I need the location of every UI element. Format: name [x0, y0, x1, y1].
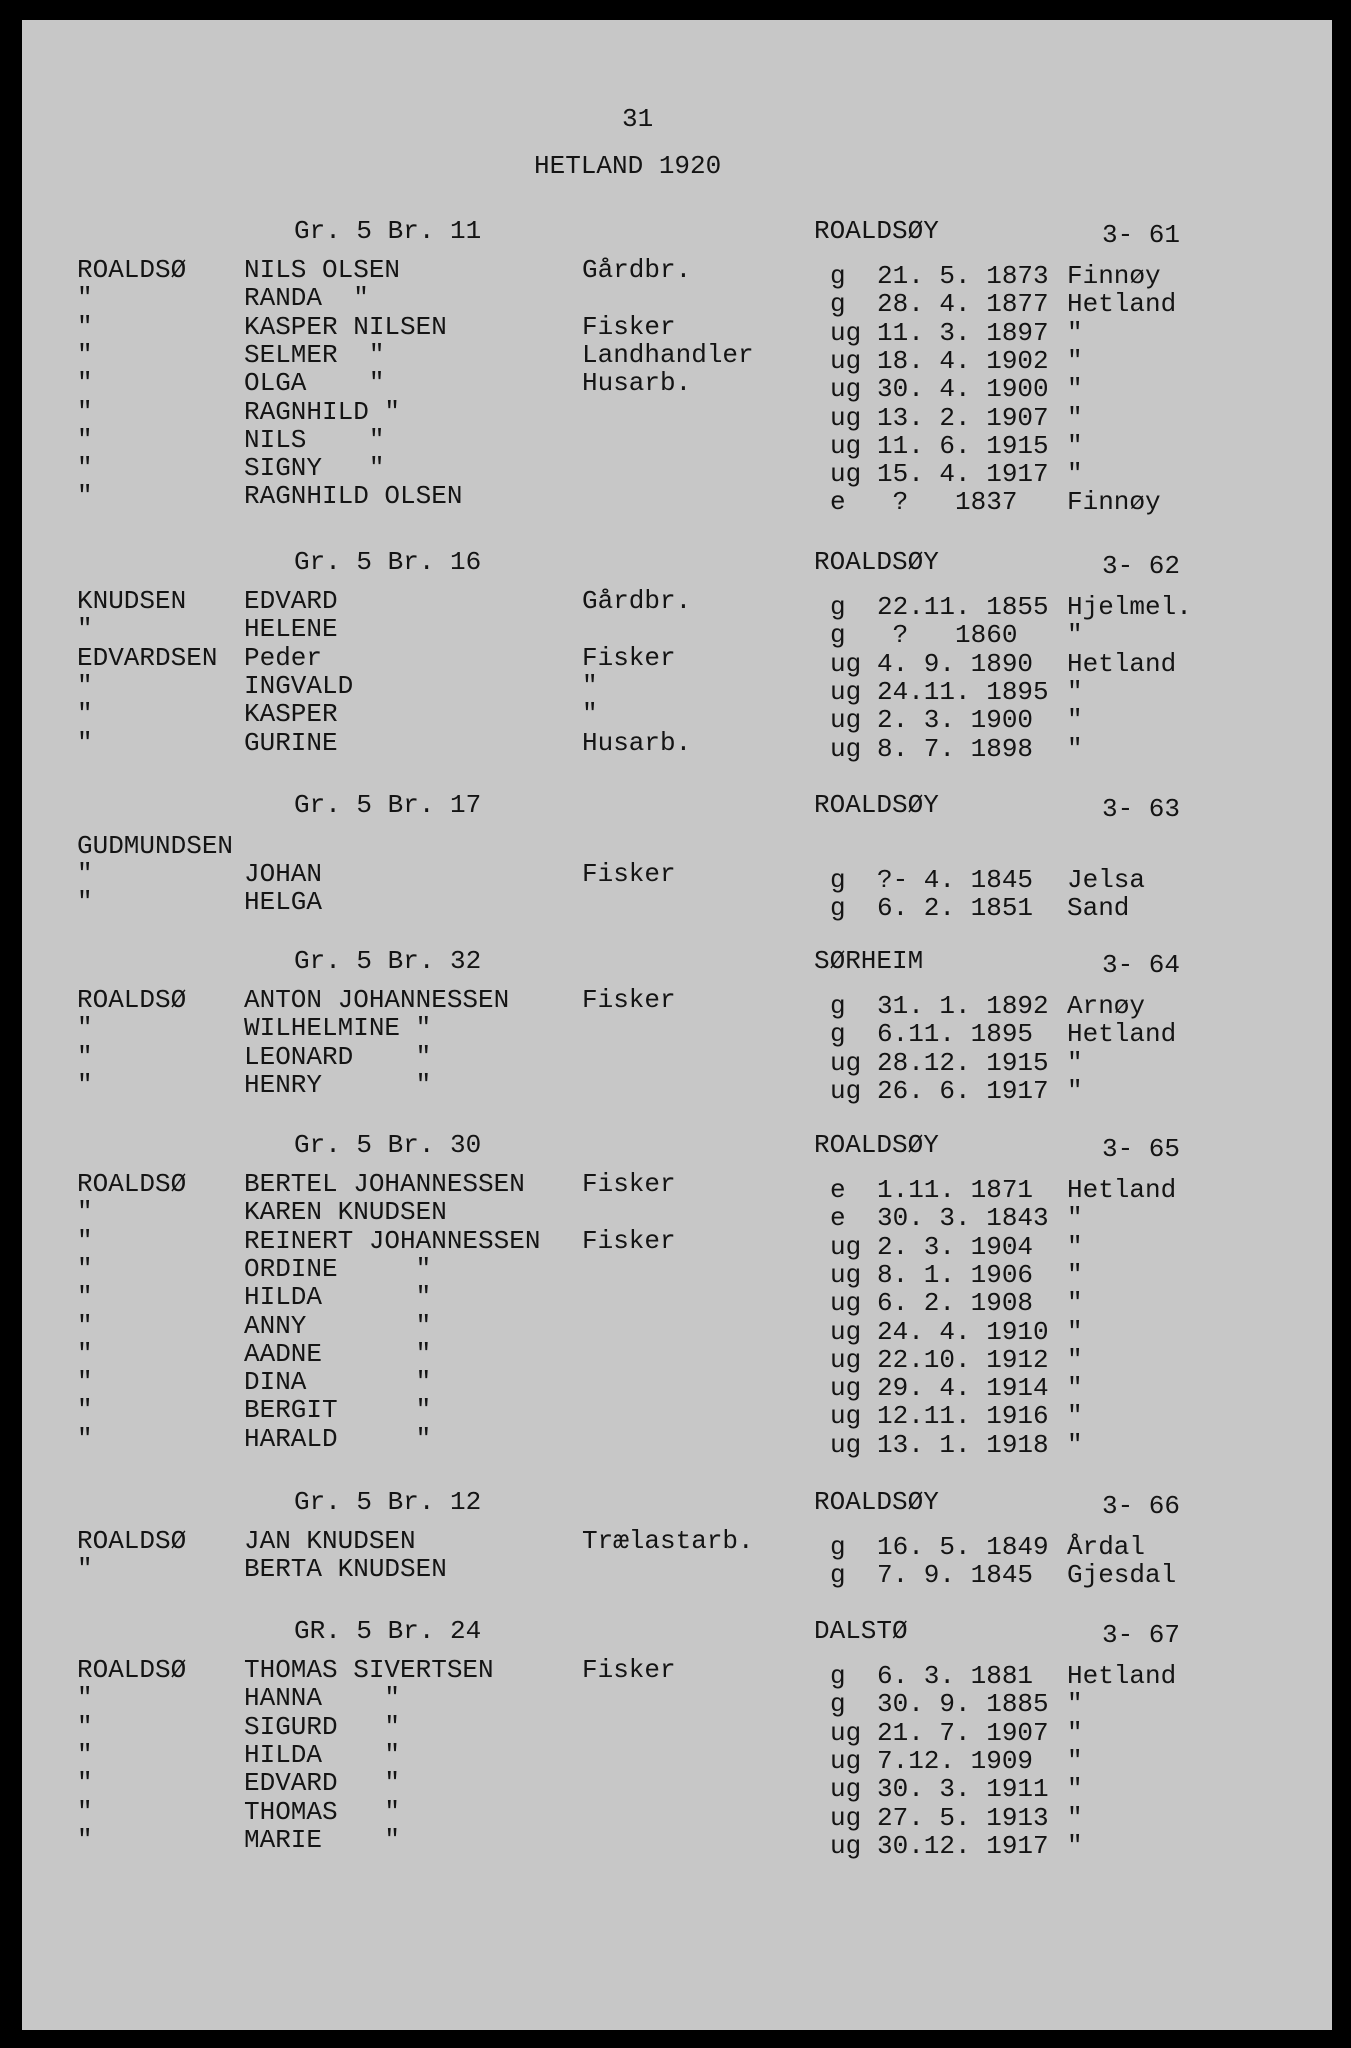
- surname-cell: ": [77, 699, 93, 730]
- surname-cell: EDVARDSEN: [77, 642, 218, 673]
- birth-date-cell: 7.12. 1909: [877, 1745, 1034, 1776]
- surname-cell: ": [77, 1069, 93, 1100]
- occupation-cell: Landhandler: [582, 339, 754, 370]
- group-place: ROALDSØY: [814, 216, 939, 246]
- marital-status-cell: ug: [830, 1802, 862, 1833]
- given-name-cell: Peder: [244, 642, 323, 673]
- group-ref: 3- 66: [1102, 1491, 1181, 1521]
- birthplace-cell: ": [1067, 1203, 1083, 1234]
- surname-cell: ": [77, 1282, 93, 1313]
- birth-date-cell: 7. 9. 1845: [877, 1560, 1034, 1591]
- surname-cell: ": [77, 368, 93, 399]
- birth-date-cell: 13. 1. 1918: [877, 1429, 1049, 1460]
- marital-status-cell: ug: [830, 648, 862, 679]
- birth-date-cell: 15. 4. 1917: [877, 459, 1049, 490]
- surname-cell: ": [77, 1225, 93, 1256]
- marital-status-cell: g: [830, 592, 846, 622]
- birthplace-cell: Hetland: [1067, 289, 1177, 320]
- given-name-cell: RAGNHILD OLSEN: [244, 481, 463, 512]
- birth-date-cell: 6. 2. 1851: [877, 893, 1034, 924]
- surname-cell: ": [77, 396, 93, 427]
- birthplace-cell: ": [1067, 1344, 1083, 1375]
- birthplace-cell: ": [1067, 1259, 1083, 1290]
- birthplace-cell: Jelsa: [1067, 865, 1146, 895]
- surname-cell: ": [77, 1796, 93, 1827]
- given-name-cell: RAGNHILD ": [244, 396, 401, 427]
- group-gr-br: GR. 5 Br. 24: [294, 1616, 482, 1646]
- surname-cell: ": [77, 424, 93, 455]
- surname-cell: ROALDSØ: [77, 1655, 187, 1685]
- surname-cell: ": [77, 1423, 93, 1454]
- marital-status-cell: g: [830, 1689, 846, 1720]
- birth-date-cell: 30. 4. 1900: [877, 374, 1049, 405]
- given-name-cell: JOHAN: [244, 859, 323, 889]
- given-name-cell: MARIE ": [244, 1824, 401, 1855]
- given-name-cell: WILHELMINE ": [244, 1013, 432, 1044]
- birth-date-cell: 4. 9. 1890: [877, 648, 1034, 679]
- birthplace-cell: ": [1067, 1802, 1083, 1833]
- birthplace-cell: Finnøy: [1067, 261, 1161, 291]
- surname-cell: KNUDSEN: [77, 586, 187, 616]
- birth-date-cell: 29. 4. 1914: [877, 1373, 1049, 1404]
- surname-cell: ": [77, 1197, 93, 1228]
- birth-date-cell: 6.11. 1895: [877, 1019, 1034, 1050]
- document-page: [22, 20, 1332, 2030]
- given-name-cell: RANDA ": [244, 283, 369, 314]
- birthplace-cell: Hjelmel.: [1067, 592, 1192, 622]
- given-name-cell: DINA ": [244, 1367, 432, 1398]
- marital-status-cell: g: [830, 865, 846, 895]
- group-gr-br: Gr. 5 Br. 11: [294, 216, 482, 246]
- birth-date-cell: 30. 9. 1885: [877, 1689, 1049, 1720]
- marital-status-cell: ug: [830, 1075, 862, 1106]
- birthplace-cell: ": [1067, 620, 1083, 651]
- birthplace-cell: ": [1067, 1774, 1083, 1805]
- birth-date-cell: 16. 5. 1849: [877, 1532, 1049, 1562]
- given-name-cell: BERTA KNUDSEN: [244, 1554, 447, 1585]
- given-name-cell: HARALD ": [244, 1423, 432, 1454]
- page-header: HETLAND 1920: [534, 151, 722, 181]
- marital-status-cell: ug: [830, 1401, 862, 1432]
- marital-status-cell: ug: [830, 1344, 862, 1375]
- group-ref: 3- 62: [1102, 551, 1181, 581]
- given-name-cell: ORDINE ": [244, 1253, 432, 1284]
- marital-status-cell: g: [830, 620, 846, 651]
- surname-cell: ": [77, 1824, 93, 1855]
- birth-date-cell: 22.10. 1912: [877, 1344, 1049, 1375]
- marital-status-cell: ug: [830, 1047, 862, 1078]
- birth-date-cell: 24.11. 1895: [877, 676, 1049, 707]
- marital-status-cell: e: [830, 1203, 846, 1234]
- birth-date-cell: 27. 5. 1913: [877, 1802, 1049, 1833]
- birth-date-cell: 30. 3. 1843: [877, 1203, 1049, 1234]
- given-name-cell: EDVARD: [244, 586, 338, 616]
- birthplace-cell: ": [1067, 1047, 1083, 1078]
- birthplace-cell: Hetland: [1067, 1019, 1177, 1050]
- birth-date-cell: 1.11. 1871: [877, 1175, 1034, 1205]
- marital-status-cell: ug: [830, 1830, 862, 1861]
- marital-status-cell: ug: [830, 1288, 862, 1319]
- marital-status-cell: ug: [830, 430, 862, 461]
- given-name-cell: KASPER NILSEN: [244, 311, 447, 342]
- birthplace-cell: ": [1067, 1231, 1083, 1262]
- given-name-cell: KASPER: [244, 699, 338, 730]
- group-gr-br: Gr. 5 Br. 32: [294, 946, 482, 976]
- surname-cell: ": [77, 1338, 93, 1369]
- group-place: ROALDSØY: [814, 790, 939, 820]
- group-place: SØRHEIM: [814, 946, 924, 976]
- marital-status-cell: ug: [830, 1373, 862, 1404]
- given-name-cell: GURINE: [244, 727, 338, 758]
- surname-cell: ": [77, 670, 93, 701]
- occupation-cell: Fisker: [582, 1225, 676, 1256]
- given-name-cell: EDVARD ": [244, 1768, 401, 1799]
- birth-date-cell: 6. 3. 1881: [877, 1661, 1034, 1691]
- marital-status-cell: g: [830, 1019, 846, 1050]
- birthplace-cell: ": [1067, 402, 1083, 433]
- surname-cell: ": [77, 1310, 93, 1341]
- birthplace-cell: Årdal: [1067, 1532, 1146, 1562]
- given-name-cell: NILS OLSEN: [244, 255, 401, 285]
- surname-cell: ROALDSØ: [77, 255, 187, 285]
- surname-cell: ": [77, 339, 93, 370]
- marital-status-cell: ug: [830, 1774, 862, 1805]
- group-gr-br: Gr. 5 Br. 12: [294, 1487, 482, 1517]
- birthplace-cell: Arnøy: [1067, 991, 1146, 1021]
- given-name-cell: JAN KNUDSEN: [244, 1526, 416, 1556]
- birth-date-cell: 2. 3. 1900: [877, 705, 1034, 736]
- marital-status-cell: g: [830, 991, 846, 1021]
- surname-cell: ": [77, 1395, 93, 1426]
- surname-cell: ": [77, 481, 93, 512]
- birth-date-cell: 18. 4. 1902: [877, 345, 1049, 376]
- given-name-cell: HILDA ": [244, 1739, 401, 1770]
- birthplace-cell: Sand: [1067, 893, 1130, 924]
- birthplace-cell: ": [1067, 1830, 1083, 1861]
- surname-cell: ": [77, 859, 93, 889]
- marital-status-cell: g: [830, 893, 846, 924]
- given-name-cell: NILS ": [244, 424, 385, 455]
- group-gr-br: Gr. 5 Br. 16: [294, 547, 482, 577]
- birth-date-cell: ?- 4. 1845: [877, 865, 1034, 895]
- group-ref: 3- 67: [1102, 1620, 1181, 1650]
- surname-cell: ": [77, 1711, 93, 1742]
- given-name-cell: OLGA ": [244, 368, 385, 399]
- marital-status-cell: ug: [830, 1259, 862, 1290]
- occupation-cell: Fisker: [582, 985, 676, 1015]
- marital-status-cell: ug: [830, 1231, 862, 1262]
- given-name-cell: THOMAS ": [244, 1796, 401, 1827]
- given-name-cell: BERTEL JOHANNESSEN: [244, 1169, 525, 1199]
- birthplace-cell: ": [1067, 676, 1083, 707]
- group-ref: 3- 61: [1102, 220, 1181, 250]
- birth-date-cell: 13. 2. 1907: [877, 402, 1049, 433]
- birth-date-cell: 6. 2. 1908: [877, 1288, 1034, 1319]
- birthplace-cell: Finnøy: [1067, 487, 1161, 518]
- surname-cell: ROALDSØ: [77, 1526, 187, 1556]
- birth-date-cell: ? 1860: [877, 620, 1018, 651]
- surname-cell: ": [77, 1768, 93, 1799]
- birthplace-cell: ": [1067, 459, 1083, 490]
- birthplace-cell: Hetland: [1067, 1175, 1177, 1205]
- group-gr-br: Gr. 5 Br. 30: [294, 1130, 482, 1160]
- page-number: 31: [622, 104, 654, 134]
- occupation-cell: Trælastarb.: [582, 1526, 754, 1556]
- group-gr-br: Gr. 5 Br. 17: [294, 790, 482, 820]
- occupation-cell: ": [582, 670, 598, 701]
- surname-cell: ": [77, 311, 93, 342]
- surname-cell: ": [77, 283, 93, 314]
- marital-status-cell: g: [830, 289, 846, 320]
- birthplace-cell: ": [1067, 345, 1083, 376]
- occupation-cell: Fisker: [582, 1655, 676, 1685]
- group-place: ROALDSØY: [814, 1130, 939, 1160]
- surname-cell: ": [77, 887, 93, 918]
- surname-cell: ": [77, 1554, 93, 1585]
- birth-date-cell: 24. 4. 1910: [877, 1316, 1049, 1347]
- marital-status-cell: e: [830, 487, 846, 518]
- given-name-cell: ANNY ": [244, 1310, 432, 1341]
- birth-date-cell: 8. 7. 1898: [877, 733, 1034, 764]
- marital-status-cell: ug: [830, 374, 862, 405]
- given-name-cell: HILDA ": [244, 1282, 432, 1313]
- marital-status-cell: g: [830, 261, 846, 291]
- group-ref: 3- 64: [1102, 950, 1181, 980]
- birthplace-cell: ": [1067, 1689, 1083, 1720]
- birthplace-cell: ": [1067, 1429, 1083, 1460]
- given-name-cell: HELGA: [244, 887, 323, 918]
- marital-status-cell: ug: [830, 1316, 862, 1347]
- birthplace-cell: Gjesdal: [1067, 1560, 1177, 1591]
- birth-date-cell: ? 1837: [877, 487, 1018, 518]
- birthplace-cell: Hetland: [1067, 1661, 1177, 1691]
- birth-date-cell: 8. 1. 1906: [877, 1259, 1034, 1290]
- surname-cell: ": [77, 1041, 93, 1072]
- surname-cell: ": [77, 1367, 93, 1398]
- given-name-cell: LEONARD ": [244, 1041, 432, 1072]
- group-ref: 3- 63: [1102, 794, 1181, 824]
- birth-date-cell: 31. 1. 1892: [877, 991, 1049, 1021]
- family-name: GUDMUNDSEN: [77, 831, 234, 861]
- birthplace-cell: ": [1067, 1717, 1083, 1748]
- group-ref: 3- 65: [1102, 1134, 1181, 1164]
- surname-cell: ": [77, 1013, 93, 1044]
- birthplace-cell: ": [1067, 374, 1083, 405]
- occupation-cell: Fisker: [582, 859, 676, 889]
- birth-date-cell: 21. 7. 1907: [877, 1717, 1049, 1748]
- surname-cell: ": [77, 453, 93, 484]
- given-name-cell: SELMER ": [244, 339, 385, 370]
- given-name-cell: SIGURD ": [244, 1711, 401, 1742]
- surname-cell: ": [77, 1739, 93, 1770]
- marital-status-cell: g: [830, 1532, 846, 1562]
- given-name-cell: BERGIT ": [244, 1395, 432, 1426]
- birthplace-cell: ": [1067, 1401, 1083, 1432]
- marital-status-cell: ug: [830, 1429, 862, 1460]
- group-place: ROALDSØY: [814, 1487, 939, 1517]
- occupation-cell: Gårdbr.: [582, 255, 692, 285]
- birth-date-cell: 22.11. 1855: [877, 592, 1049, 622]
- birthplace-cell: ": [1067, 1316, 1083, 1347]
- marital-status-cell: g: [830, 1560, 846, 1591]
- birth-date-cell: 21. 5. 1873: [877, 261, 1049, 291]
- given-name-cell: AADNE ": [244, 1338, 432, 1369]
- surname-cell: ": [77, 727, 93, 758]
- birth-date-cell: 11. 3. 1897: [877, 317, 1049, 348]
- birth-date-cell: 12.11. 1916: [877, 1401, 1049, 1432]
- marital-status-cell: ug: [830, 459, 862, 490]
- birthplace-cell: Hetland: [1067, 648, 1177, 679]
- occupation-cell: Fisker: [582, 1169, 676, 1199]
- birthplace-cell: ": [1067, 705, 1083, 736]
- occupation-cell: Fisker: [582, 642, 676, 673]
- occupation-cell: Fisker: [582, 311, 676, 342]
- marital-status-cell: ug: [830, 402, 862, 433]
- given-name-cell: INGVALD: [244, 670, 354, 701]
- birth-date-cell: 28. 4. 1877: [877, 289, 1049, 320]
- marital-status-cell: ug: [830, 705, 862, 736]
- marital-status-cell: ug: [830, 676, 862, 707]
- given-name-cell: KAREN KNUDSEN: [244, 1197, 447, 1228]
- marital-status-cell: ug: [830, 345, 862, 376]
- birth-date-cell: 28.12. 1915: [877, 1047, 1049, 1078]
- birthplace-cell: ": [1067, 1288, 1083, 1319]
- birthplace-cell: ": [1067, 430, 1083, 461]
- birth-date-cell: 11. 6. 1915: [877, 430, 1049, 461]
- birthplace-cell: ": [1067, 1075, 1083, 1106]
- occupation-cell: Gårdbr.: [582, 586, 692, 616]
- marital-status-cell: ug: [830, 733, 862, 764]
- given-name-cell: REINERT JOHANNESSEN: [244, 1225, 541, 1256]
- birthplace-cell: ": [1067, 733, 1083, 764]
- birth-date-cell: 30.12. 1917: [877, 1830, 1049, 1861]
- surname-cell: ROALDSØ: [77, 985, 187, 1015]
- surname-cell: ": [77, 1683, 93, 1714]
- birth-date-cell: 2. 3. 1904: [877, 1231, 1034, 1262]
- surname-cell: ROALDSØ: [77, 1169, 187, 1199]
- birth-date-cell: 30. 3. 1911: [877, 1774, 1049, 1805]
- birthplace-cell: ": [1067, 1745, 1083, 1776]
- birth-date-cell: 26. 6. 1917: [877, 1075, 1049, 1106]
- surname-cell: ": [77, 1253, 93, 1284]
- marital-status-cell: ug: [830, 1745, 862, 1776]
- occupation-cell: Husarb.: [582, 368, 692, 399]
- given-name-cell: HELENE: [244, 614, 338, 645]
- marital-status-cell: g: [830, 1661, 846, 1691]
- occupation-cell: ": [582, 699, 598, 730]
- given-name-cell: HENRY ": [244, 1069, 432, 1100]
- marital-status-cell: ug: [830, 1717, 862, 1748]
- given-name-cell: HANNA ": [244, 1683, 401, 1714]
- occupation-cell: Husarb.: [582, 727, 692, 758]
- given-name-cell: SIGNY ": [244, 453, 385, 484]
- given-name-cell: ANTON JOHANNESSEN: [244, 985, 510, 1015]
- group-place: DALSTØ: [814, 1616, 908, 1646]
- surname-cell: ": [77, 614, 93, 645]
- given-name-cell: THOMAS SIVERTSEN: [244, 1655, 494, 1685]
- birthplace-cell: ": [1067, 1373, 1083, 1404]
- birthplace-cell: ": [1067, 317, 1083, 348]
- marital-status-cell: e: [830, 1175, 846, 1205]
- marital-status-cell: ug: [830, 317, 862, 348]
- group-place: ROALDSØY: [814, 547, 939, 577]
